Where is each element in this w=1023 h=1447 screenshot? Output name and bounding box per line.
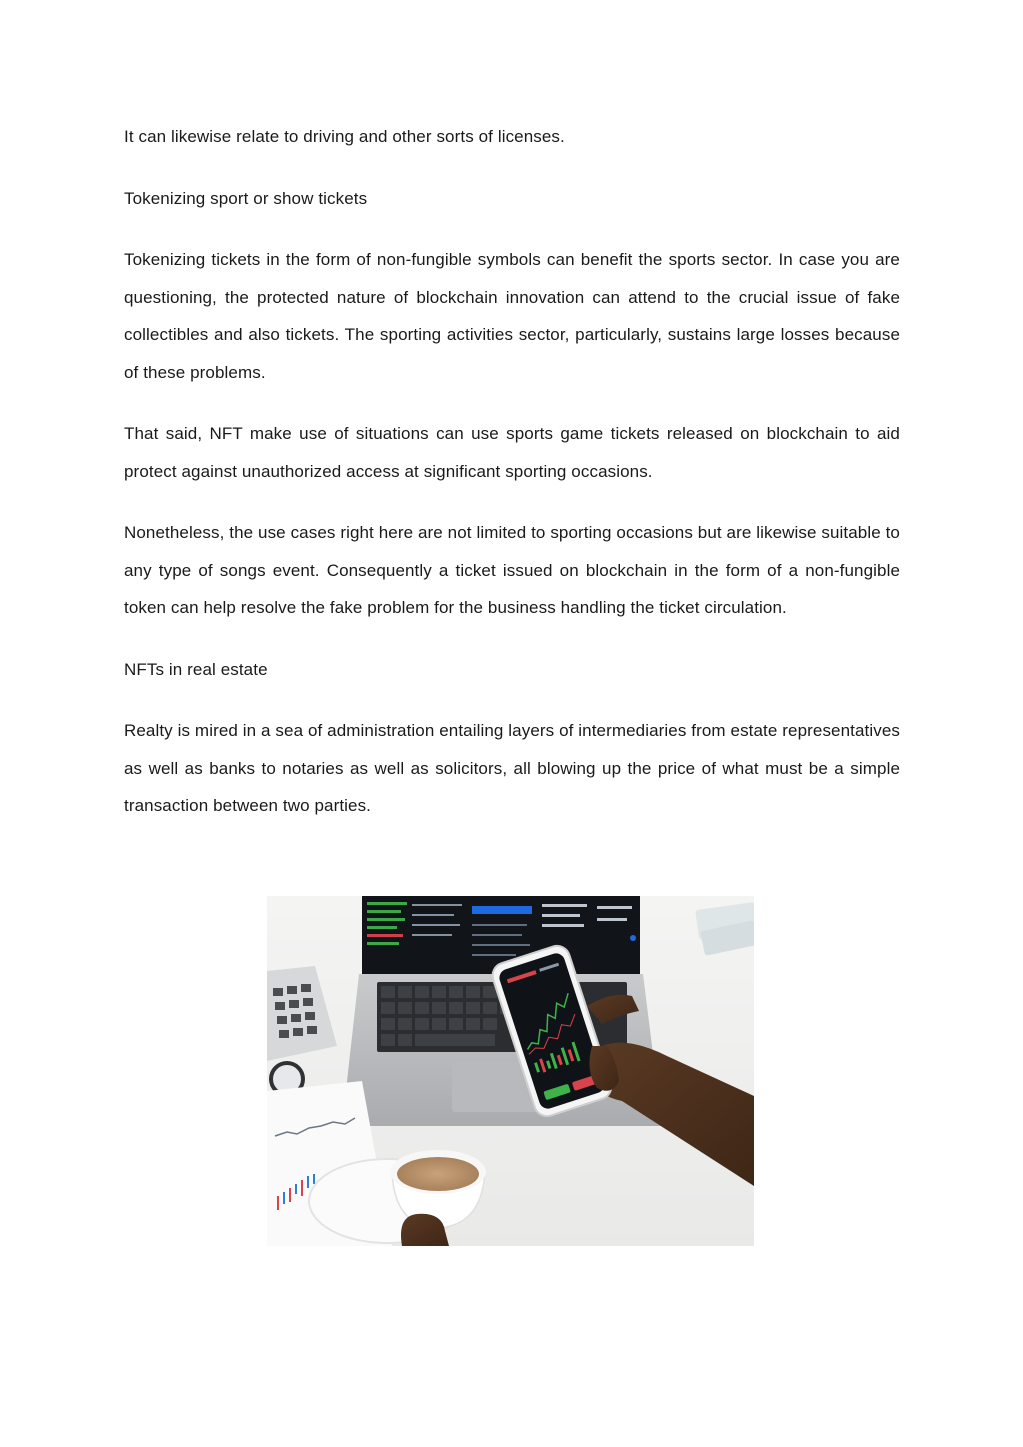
paragraph-tokenizing-tickets: Tokenizing tickets in the form of non-fungible symbols can benefit the sports sector. In case you are questioning, the protected nature of blockchain innovation can attend to the crucial issue of fake collectibles and also tickets. The sporting activities sector, particularly, sustains large losses because of these problems. (124, 250, 900, 382)
document-body (124, 118, 900, 849)
paragraph-realty: Realty is mired in a sea of administration entailing layers of intermediaries from estate representatives as well as banks to notaries as well as solicitors, all blowing up the price of what must be a simple transaction between two parties. (124, 721, 900, 815)
photo-figure (267, 896, 754, 1246)
paragraph-nft-use-situations: That said, NFT make use of situations can use sports game tickets released on blockchain to aid protect against unauthorized access at significant sporting occasions. (124, 424, 900, 481)
heading-tokenizing-tickets: Tokenizing sport or show tickets (124, 188, 368, 208)
paragraph-licenses: It can likewise relate to driving and other sorts of licenses. (124, 127, 565, 146)
trading-photo-image (267, 896, 754, 1246)
heading-nfts-real-estate: NFTs in real estate (124, 659, 268, 679)
paragraph-use-cases: Nonetheless, the use cases right here are not limited to sporting occasions but are likewise suitable to any type of songs event. Consequently a ticket issued on blockchain in the form of a non-fungible token can help resolve the fake problem for the business handling the ticket circulation. (124, 523, 900, 617)
